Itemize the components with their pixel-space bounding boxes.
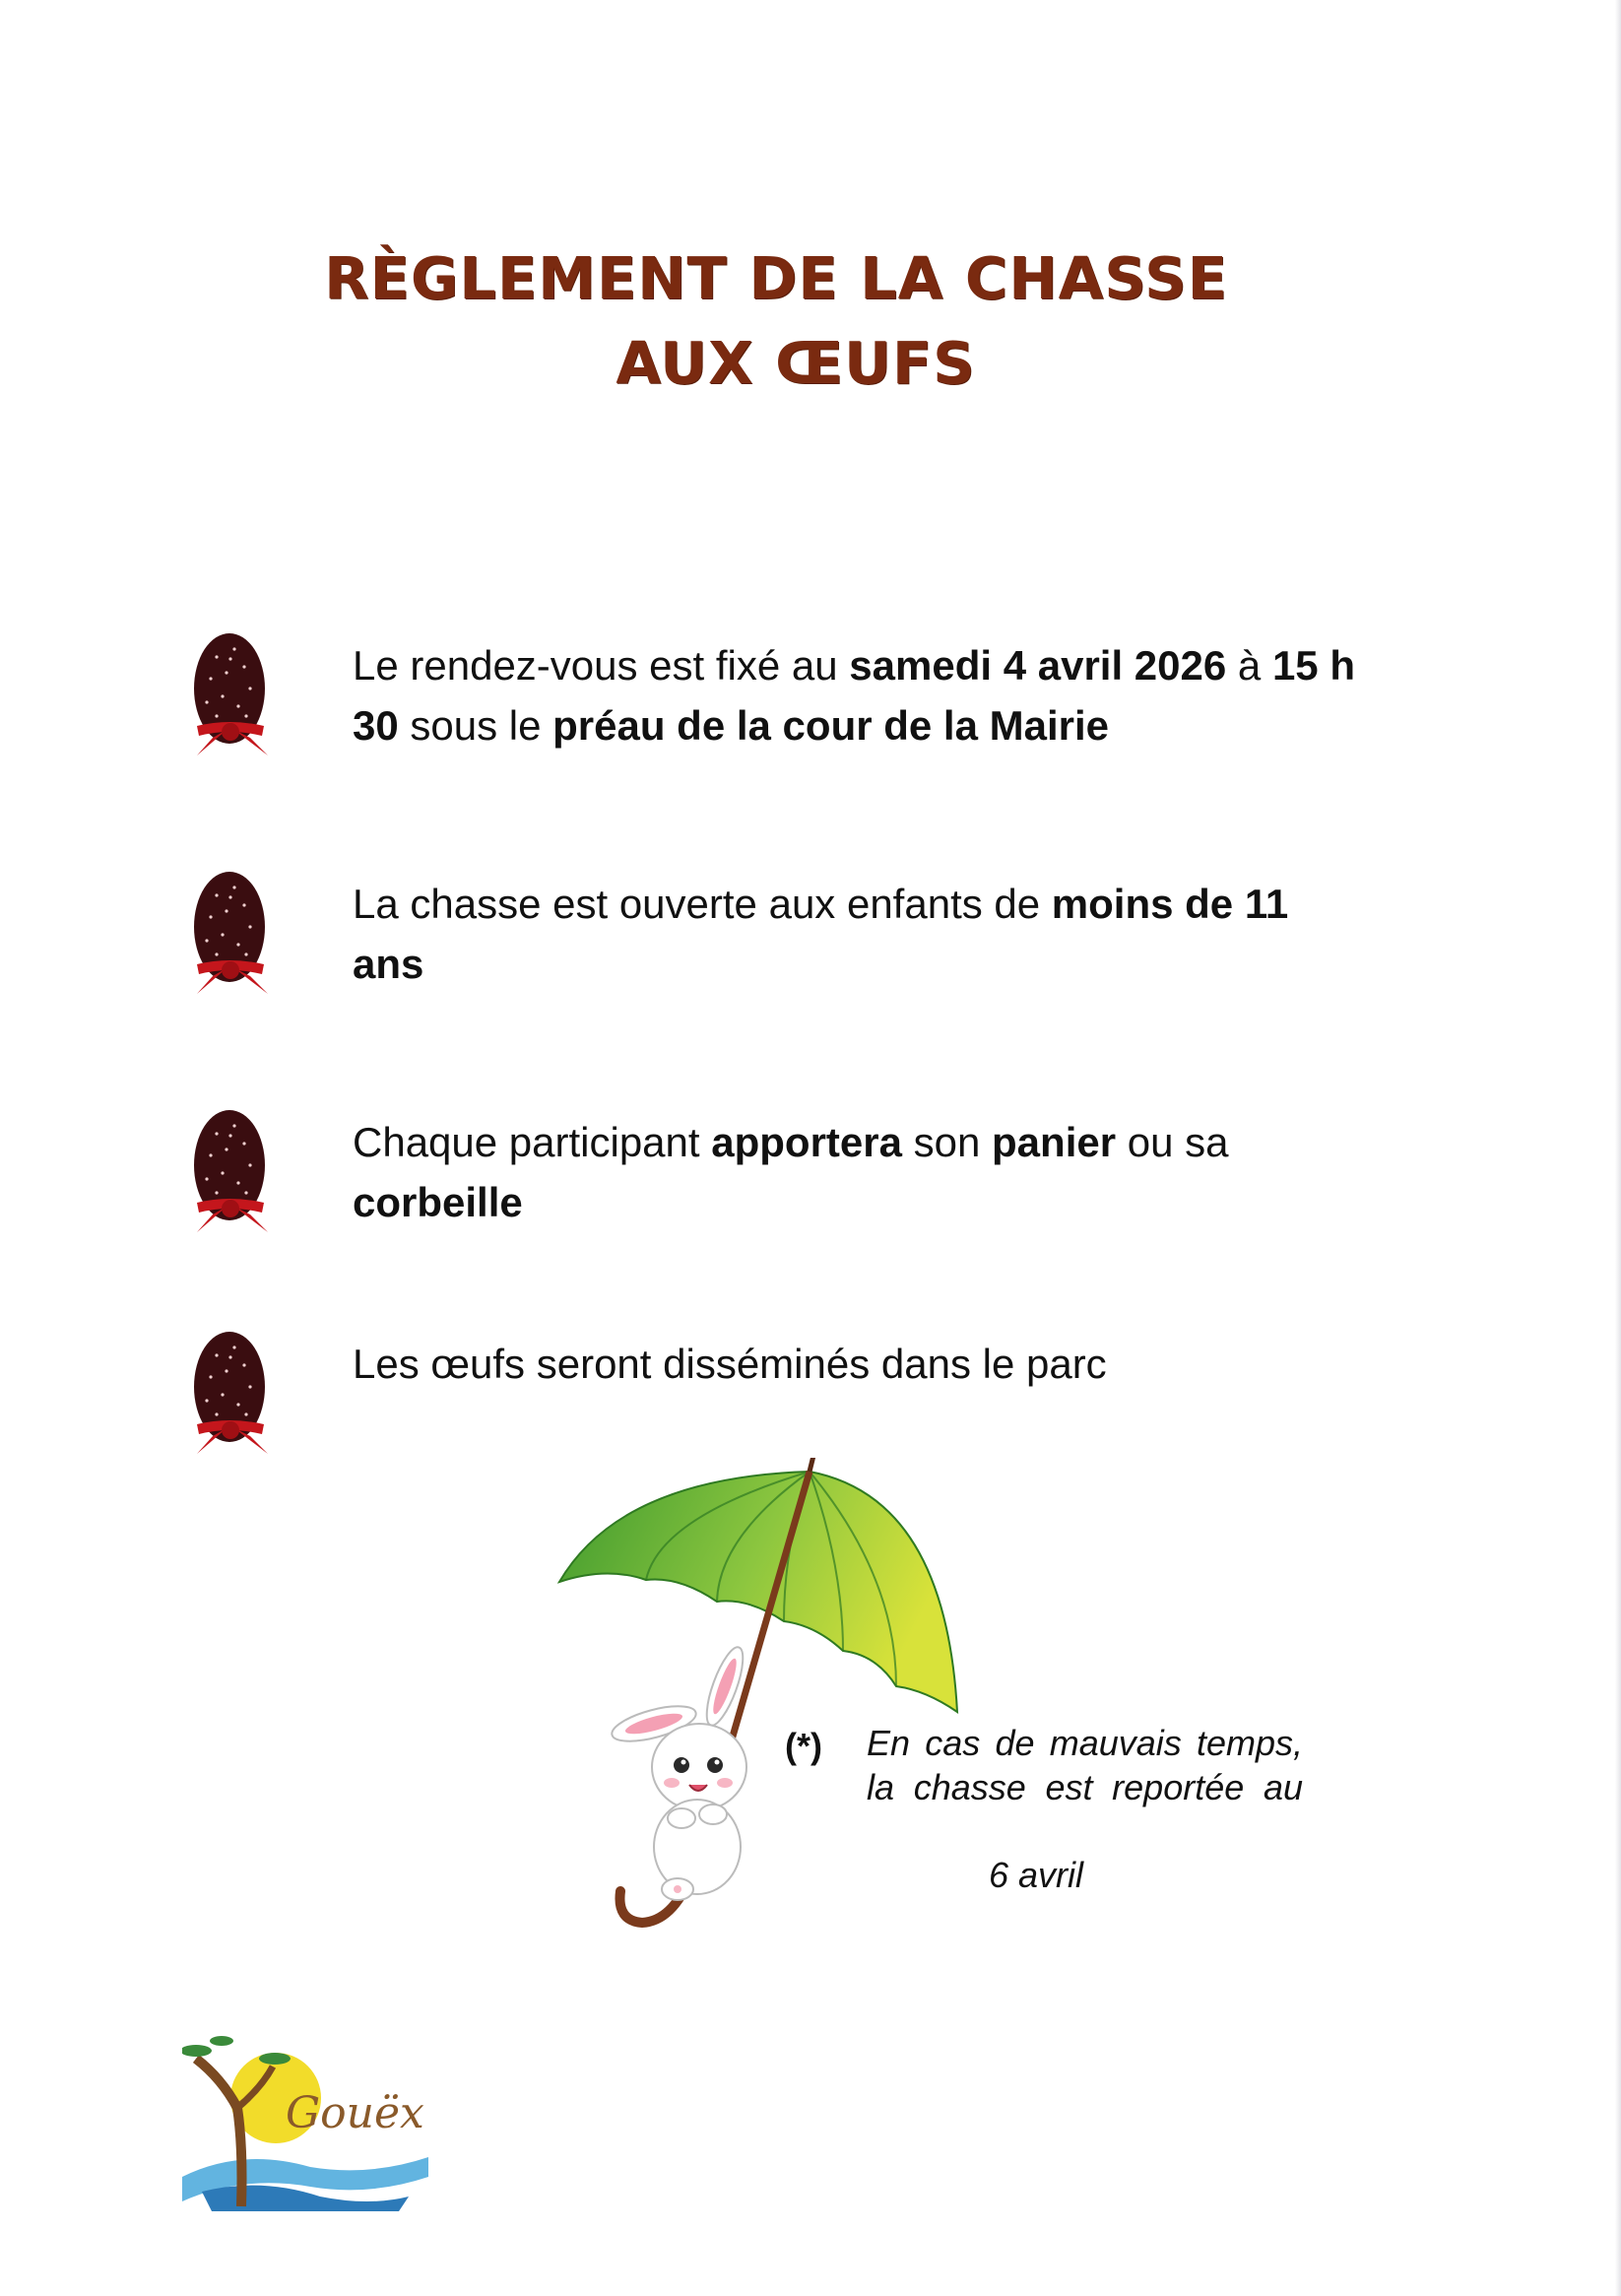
- rule-text-2: [353, 874, 1367, 994]
- page-title: [0, 236, 1621, 406]
- title-line-1: RÈGLEMENT DE LA CHASSE: [324, 244, 1228, 312]
- rule-text-bold: panier: [992, 1119, 1117, 1165]
- note-marker: (*): [785, 1726, 822, 1766]
- rule-text-segment: sous le: [398, 702, 553, 749]
- rule-text-bold: corbeille: [353, 1179, 523, 1225]
- rule-text-bold: apportera: [711, 1119, 902, 1165]
- rule-text-1: [353, 635, 1367, 755]
- rule-text-segment: son: [901, 1119, 993, 1165]
- rule-text-3: [353, 1112, 1367, 1232]
- rule-text-segment: Les œufs seront disséminés dans le parc: [353, 1341, 1107, 1387]
- bunny-umbrella-illustration: [551, 1458, 985, 1950]
- rule-text-bold: préau de la cour de la Mairie: [552, 702, 1110, 749]
- rule-text-segment: Le rendez-vous est fixé au: [353, 642, 850, 689]
- chocolate-egg-icon: [187, 866, 276, 999]
- weather-note: En cas de mauvais temps, la chasse est reportée au: [867, 1723, 1303, 1807]
- rule-text-4: [353, 1334, 1367, 1394]
- rule-item-1: [187, 627, 1369, 765]
- rule-text-bold: 15 h 30: [353, 642, 1355, 749]
- rule-text-bold: samedi 4 avril 2026: [849, 642, 1227, 689]
- rule-item-2: [187, 866, 1369, 1004]
- title-line-2: AUX ŒUFS: [616, 329, 976, 397]
- rule-item-4: [187, 1326, 1369, 1464]
- weather-note-date: 6 avril: [989, 1855, 1084, 1895]
- rule-text-segment: à: [1226, 642, 1272, 689]
- rule-text-bold: moins de 11 ans: [353, 881, 1289, 987]
- chocolate-egg-icon: [187, 1104, 276, 1237]
- logo-wordmark: Gouëx: [286, 2088, 424, 2138]
- chocolate-egg-icon: [187, 627, 276, 760]
- rule-item-3: [187, 1104, 1369, 1242]
- rule-text-segment: La chasse est ouverte aux enfants de: [353, 881, 1052, 927]
- chocolate-egg-icon: [187, 1326, 276, 1459]
- rule-text-segment: Chaque participant: [353, 1119, 712, 1165]
- rule-text-segment: ou sa: [1116, 1119, 1229, 1165]
